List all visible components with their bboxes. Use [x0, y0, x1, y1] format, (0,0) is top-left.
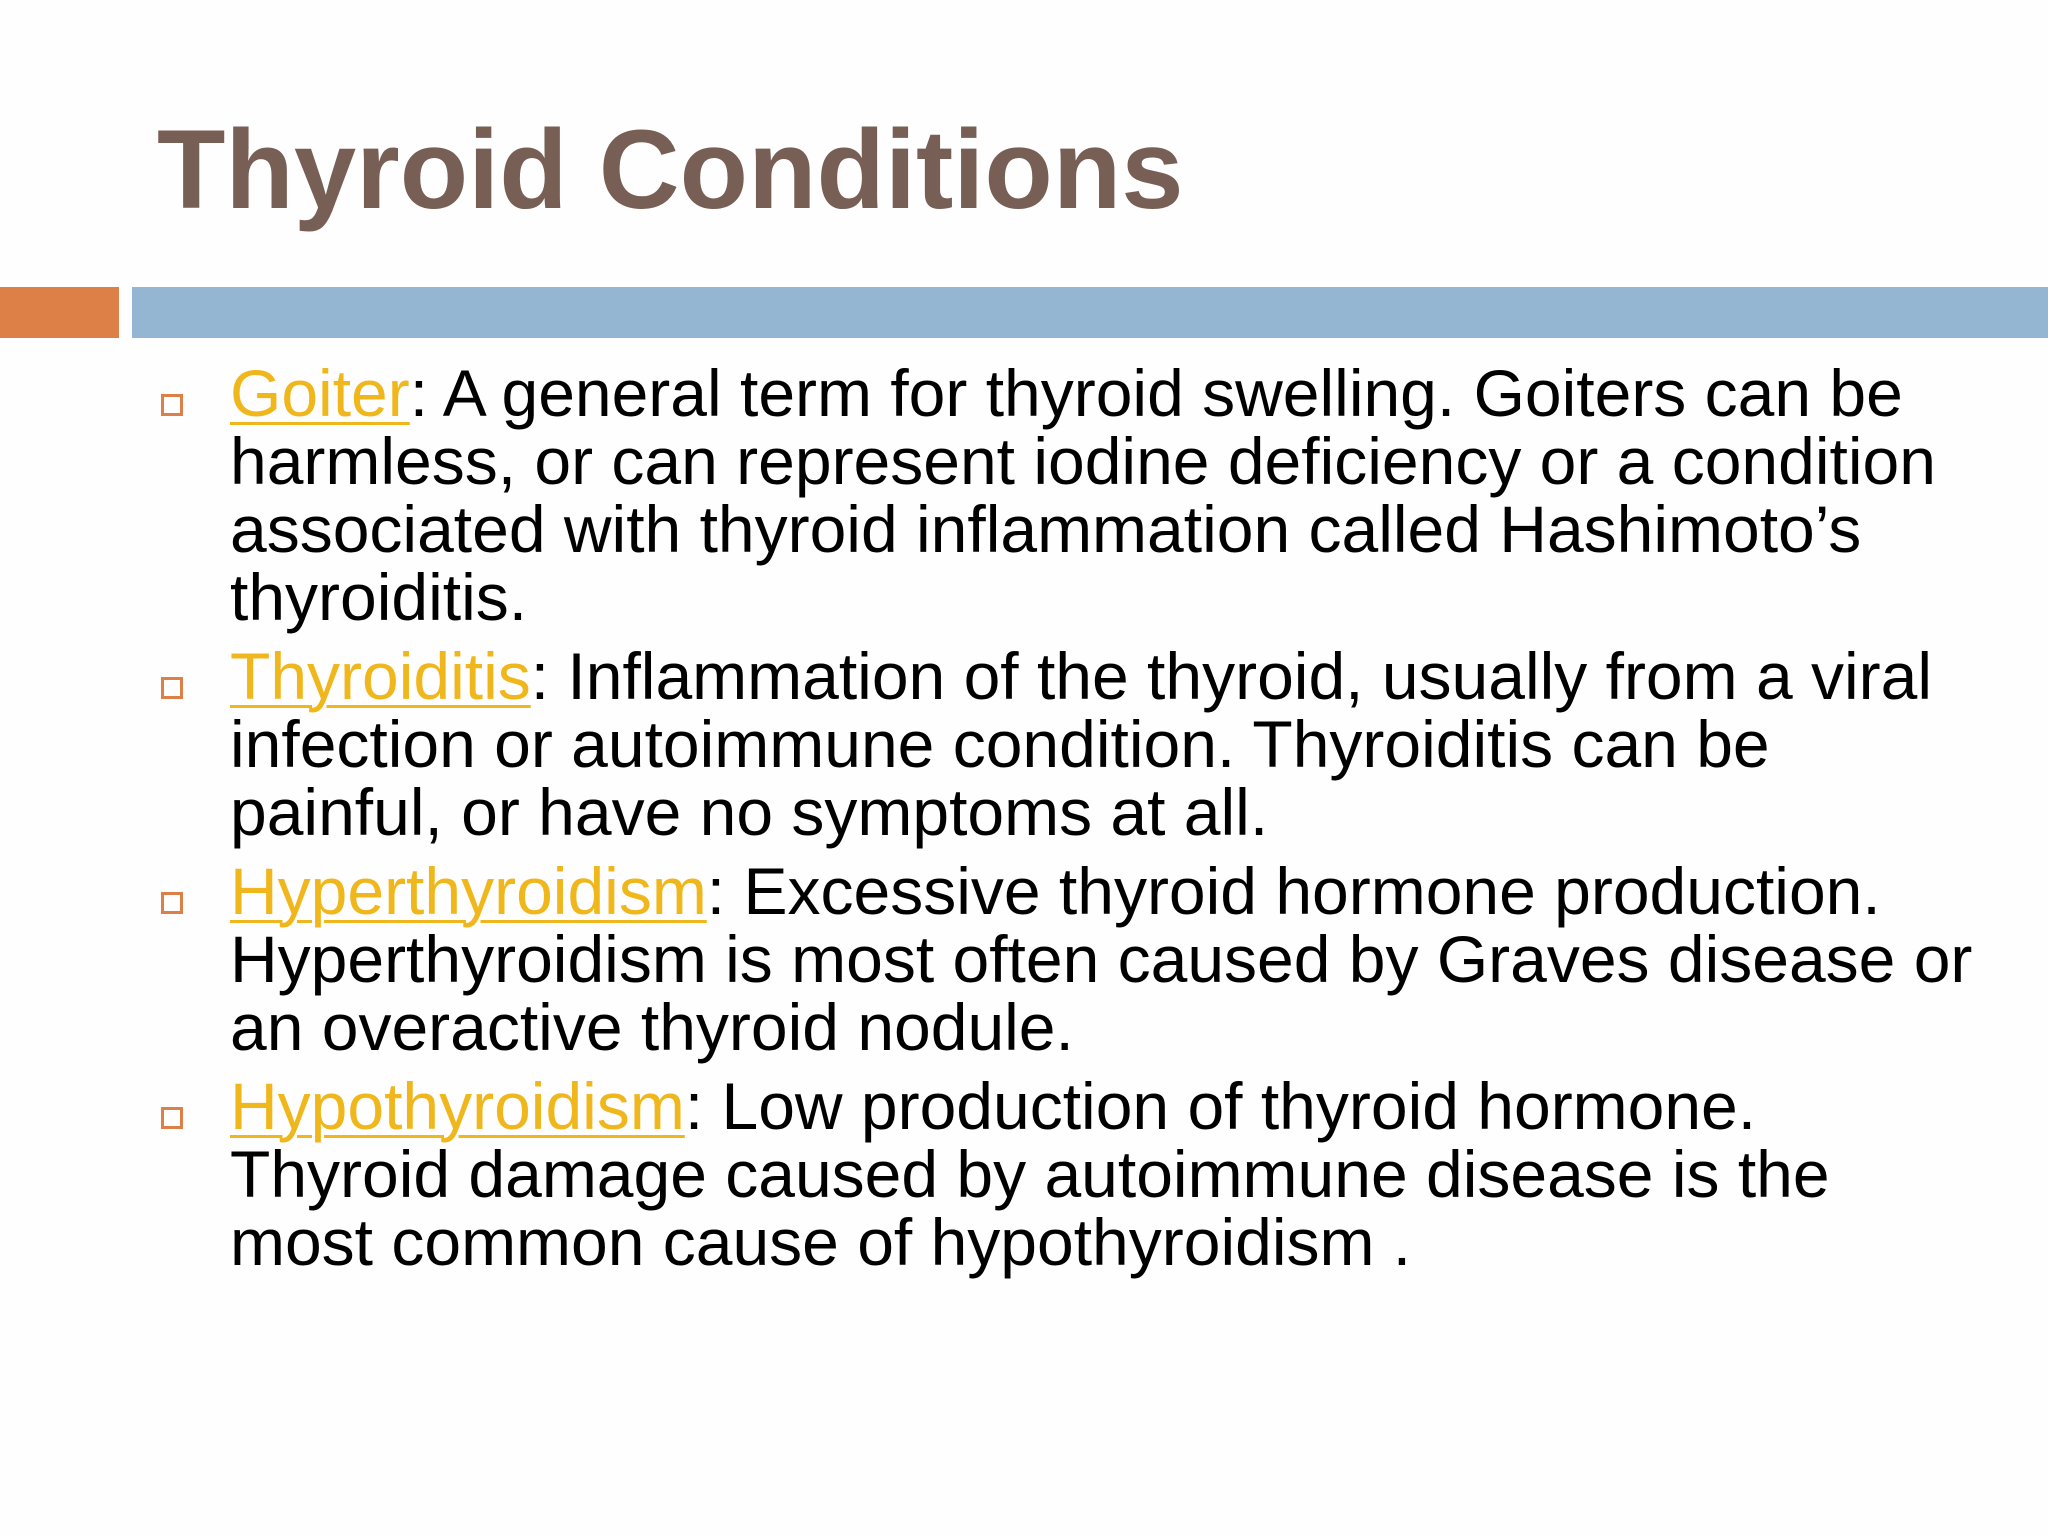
- hyperthyroidism-description: : Excessive thyroid hormone production. Hyperthyroidism is most often caused by Graves disease or an overactive thyroid nodule.: [230, 854, 1973, 1064]
- slide-title: Thyroid Conditions: [157, 107, 1184, 232]
- thyroiditis-link[interactable]: Thyroiditis: [230, 639, 531, 713]
- hypothyroidism-description: : Low production of thyroid hormone. Thyroid damage caused by autoimmune disease is the most common cause of hypothyroidism .: [230, 1069, 1830, 1279]
- square-bullet-icon: [161, 892, 183, 914]
- square-bullet-icon: [161, 1107, 183, 1129]
- thyroiditis-description: : Inflammation of the thyroid, usually from a viral infection or autoimmune condition. Thyroiditis can be painful, or have no symptoms at all.: [230, 639, 1932, 849]
- hypothyroidism-link[interactable]: Hypothyroidism: [230, 1069, 685, 1143]
- square-bullet-icon: [161, 677, 183, 699]
- bullet-item-thyroiditis: [0, 639, 2048, 849]
- goiter-link[interactable]: Goiter: [230, 356, 410, 430]
- accent-bar: [0, 287, 119, 338]
- title-divider-bar: [132, 287, 2048, 338]
- goiter-description: : A general term for thyroid swelling. Goiters can be harmless, or can represent iodine deficiency or a condition associated with thyroid inflammation called Hashimoto’s thyroiditis.: [230, 356, 1936, 634]
- square-bullet-icon: [161, 394, 183, 416]
- bullet-item-goiter: [0, 356, 2048, 634]
- bullet-item-hypothyroidism: [0, 1069, 2048, 1279]
- bullet-item-hyperthyroidism: [0, 854, 2048, 1064]
- bullet-list: [0, 356, 2048, 1287]
- hyperthyroidism-link[interactable]: Hyperthyroidism: [230, 854, 707, 928]
